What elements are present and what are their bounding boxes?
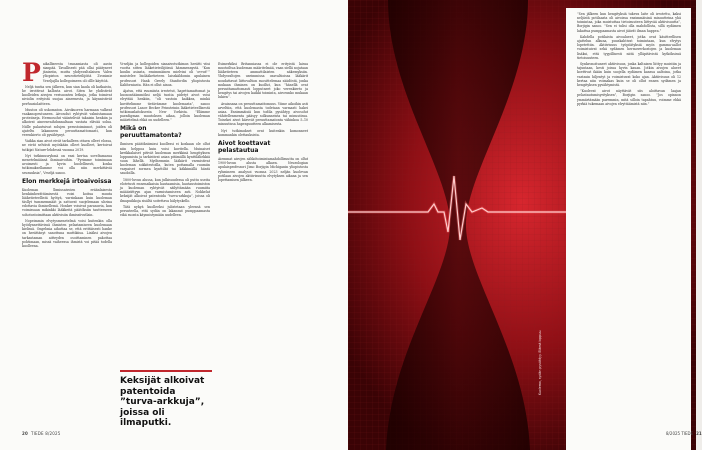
page-folio-right [666, 431, 702, 436]
body-paragraph: Esimerkiksi Britanniassa ei ole erityistä laissa muotoiltua kuoleman määritelmää, vaan siellä nojataan lääketieteen ammattilaisten näkemyksiin. Yhdysvaltojen useimmissa osavaltioissa lääkärit noudattavat liittovaltion suosittelemaa säädöstä, jonka mukaan ihminen on kuollut, kun ”hänellä ovat peruuttamattomasti lopputneet joko verenkierto ja hengitys tai aivojen kaikki toiminta, aivorunko mukaan lukien”. [218, 62, 308, 100]
body-paragraph: Ihmisen päätöksiimissi kuollessi ei koskaan ole ollut niin helppoa kuin voisi kuvitella. Muinaiset kreikkalaiset pitivät kuoleman merkkinä hengityksen loppumista ja tarkistivat asian pitämällä kynttiläliekkiä suun lähellä. Myöhemmin lääkärit varmistivat kuoleman sokkitestoilla, kuten pottamalla ruumiin varpaiset sormea kynttilät tai käkkimällä häntä saudoilla. [120, 142, 210, 176]
body-paragraph: Synkronoituneet aktiivisuus, jonka kaltaisen liittyy muistiin ja tajuntaan, kesti joissa hyvin kauan. Jotkin aivojen alueet koettivat ikään kuin suojella sydämen kanssa aaltoina, jotka vastasin hiljentyt ja voimistuvat koko ajan. Aktiivisuus oli 12 kertaa niin voimakas kuin se oli ollut ennen sydämen ja hengityksen pysähtymistä. [577, 62, 681, 87]
body-paragraph: Nyt tutkimukset ovat kuitenkin kumonneet kummankin olettauksista. [218, 128, 308, 137]
subheading: Aivot koettavat pelastautua [218, 140, 271, 155]
right-page [348, 0, 702, 450]
left-page [0, 0, 348, 450]
article-column-4 [577, 12, 681, 108]
body-paragraph: Kuoleman lbmissaivoien eräänlaisesta henkiinherättämisestä voisi koitua muuta lääketieteellistä hyötyä, varsinkaan kuin kuoleman täsllyt tummemmäät ja sattuvat suojelemaan uhrina edottavia ihmisellemä. Honkre voisivat paranuvia, kun voimissaan mikinkki lääkkeitä päätöksiin tautteeseen sohotustoimittaan aktiivisiin ihmissiivutlain. [22, 187, 112, 217]
article-column-2 [120, 62, 210, 220]
body-paragraph: 1800-luvun alussa, kun julkisuudessa oli puttu useita elotetusti ennenaikaisia hautaamisia, hautaustoimiston ja kuoleman ryhtyivät säilyttämään ruumiita määärättyyn ajan varmistamiseen asti. Nokkelat keksijät alkoivat patentoida ”turva-arkkuja”, joissa oli ilmapuikkoja sisältä soitettava hälytyskello. [120, 177, 210, 203]
article-column-3 [218, 62, 308, 184]
body-paragraph: Kahdella potilaista aivoalueet, jotka ovat käsitteellisen ajattelun alkuna, puuskahtivat toimintaan, kun elvytys lopetettiin. Aktiivisuus työpöätyksiä myös gamma-aallot voimistuivat sekä sydämen hermoverkostojen ja kuoleman lisäksi, että tyypillisesti niitä ylläpitävistä kytköksissä tietoisuuteen. [577, 34, 681, 60]
body-paragraph: Aiemmat aivojen sähkötoimintamahdollisuutta on ollut 1900-luvun alusta alkaen. Neurologian apulaisprofessori Jimo Borjigin Michiganin yliopistosta ryhmineen analysoi vuonna 2023 neljän kuolevan potilaan aivojen aktiivisuutta elvytyksen aikana ja sen lopettamisen jälkeen. [218, 157, 308, 182]
pull-quote [120, 370, 212, 429]
intro-paragraph [22, 58, 112, 87]
body-paragraph: Ajatus, että ruumiista irrotetut, hapettamattomat ja huonontäämmöksi neljä tuntia pidetyt aivot voisi elvyttää henkiin, ”oli vastoin kaikkea, minkä kuvittelimme tietävämme kuolemasta”, sanoo professori Lance Becker Feinsteinin lääketieteellisestä tutkimuslaitoksesta New Yorkista. ”Elämme paradigman muutoksen aikaa, jolloin kuoleman määritelmä ehkä on uudelleen.” [120, 89, 210, 123]
body-paragraph: Tätä nykyä kuolleeksi julistetaan yleensä sen perusteella, että sydän on lakannut pumppaamasta eikä suonta käynnistymään uudelleen. [120, 204, 210, 218]
drop-cap: P [22, 58, 41, 87]
article-column-1 [22, 58, 112, 250]
page-folio-left [22, 431, 60, 436]
body-paragraph: Muutos oli uskomaton. Aivokuoren harmaan valkeat vaakanopeutuneen. Aivosolut ryhtyivät valmistamaan proteiineja. Hermosolut vääntelivät takaisin henkiin ja alkoivat aineenvaihdunnaltaan vastata elävää solua. Niille palautuivat solujen perustoiminnot, joiden oli ajateltu lakanneen peruuttamattomasti, kun verenkierto oli pysähtynyt. [22, 107, 112, 137]
body-paragraph: ”Sen jälkeen kun hengityksiä tukeva laite oli irrotettu, kaksi neljästä potilaasta oli aivoissa ensimmäisinä minuutteina yhä toimintaa, joka muistuttaa tietoisuuteen liittyvää aktiivisuutta”, Borjigin sanoo. ”Sen ei tulisi olla mahdollista, sillä sydämen lakattua pumppaamasta aivot jäävät ilman happea.” [577, 12, 681, 33]
photo-caption: Kuolema, sydän pysähtyy. Elämä loppuu. [538, 329, 542, 395]
page-number: 20 [22, 431, 28, 436]
body-paragraph: Vaikka sian aivot eivät tarkalleen ottaen olleet elossa, ne eivät selvästi myöskään olleet kuolleet, kertoivat tutkijat Nature-lehdessä vuonna 2019. [22, 139, 112, 152]
intro-text: aikalliseesta tsunamiasta oli aastu sianpää. Tavallisesti pää ollai päätyneet jäniseiin, mutta yhdysvaltalaisen Valen yliopiston neurotieteilijöitä Zvonimir Vrseljajlla kollegoimeen oli ollle käyttöä. [42, 62, 112, 83]
subheading: Elon merkkejä irtoaivoissa [22, 177, 112, 185]
body-paragraph: Avainsana on peruuttamattomuus. Viime aikoihin asti arveltiin, että kuolemasta todetaan varmasti hakei asiaa. Ensimmäisiä kun todila pysähtyy, aivosolut vähitellenmenta pääsyy solkunneista tai minuutissa. Toisekei aivot käsvvät peruuttamatonta vähinkoa 5–10 minuutissa hapenpuutteen alkamisesta. [218, 101, 308, 127]
body-paragraph: Vrseljän ja kollegoiden sianaivotutkimus herätti viisi vuotta sitten lääketieteilijöissä hämmennystä. ”Kun kuulin asiasta, ensimmäinen mielvini oli ’ovvut!’” muistelee biolääketieteen laisskäldomin apulainen professori Hank Greely Stanfordin yliopistosta Kaliforniasta. Hän ei ollut ainoa. [120, 62, 210, 87]
body-paragraph: Nyt tutkimusryhmä on ensi kertaa soveltamassa menetelmäänsä ihmisaivoihin. ”Pyrimme toimimaan avoimesti ja hyvin huolellisesti, koska tutkimuksellamme voi olla niin merkittäviä seurauksia”, Vrseljä sanoo. [22, 153, 112, 175]
magazine-name: 8/2025 TIEDE [666, 431, 694, 436]
pull-quote-text: Keksijät alkoivat patentoida ”turva-arkkuja”, joissa oli ilmaputki. [120, 376, 205, 428]
body-paragraph: Nopeimmin elvytysmenetelmä voisi kuitenkin olla hyödynnettävissä ihmisten pelastamiseen kuolemaan kielissä. Ongelmia aihuttaa se, että erittäisesti hanke on herättänyt sanottuna muttikiisa. Lisäksi aivojen tarkastaman aitteyden osoittaminen pakottaa pohtimaan, missä vaiheessa ihmistä voi pitää todella kuolleena. [22, 218, 112, 248]
magazine-name: TIEDE 8/2025 [30, 431, 61, 436]
body-paragraph: Neljä tuntia sen jälkeen, kun sian kaula oli katkaistu, he irrottivat kallosta aivot. Siten he yhdistivät kuolleiden aivojen verisuonten letkuja, jotka toimivat niviolin erityistä suojaa aineenesta, ja käynnistivät perfuusiolaitteen. [22, 84, 112, 106]
subheading: Mikä on peruuttamatonta? [120, 125, 182, 140]
page-number: 21 [696, 431, 702, 436]
body-paragraph: ”Kuolevat aivot näyttävät siis aloittavan laajan pelastautumisyrityksen”, Borjigin sanoo. ”Jos opinnon ymmärtämään paremmin, mitä silloin tapahtuu, voimme ehkä pyrkiä tukemaan aivojen elvyttäämistä niin.” [577, 89, 681, 106]
